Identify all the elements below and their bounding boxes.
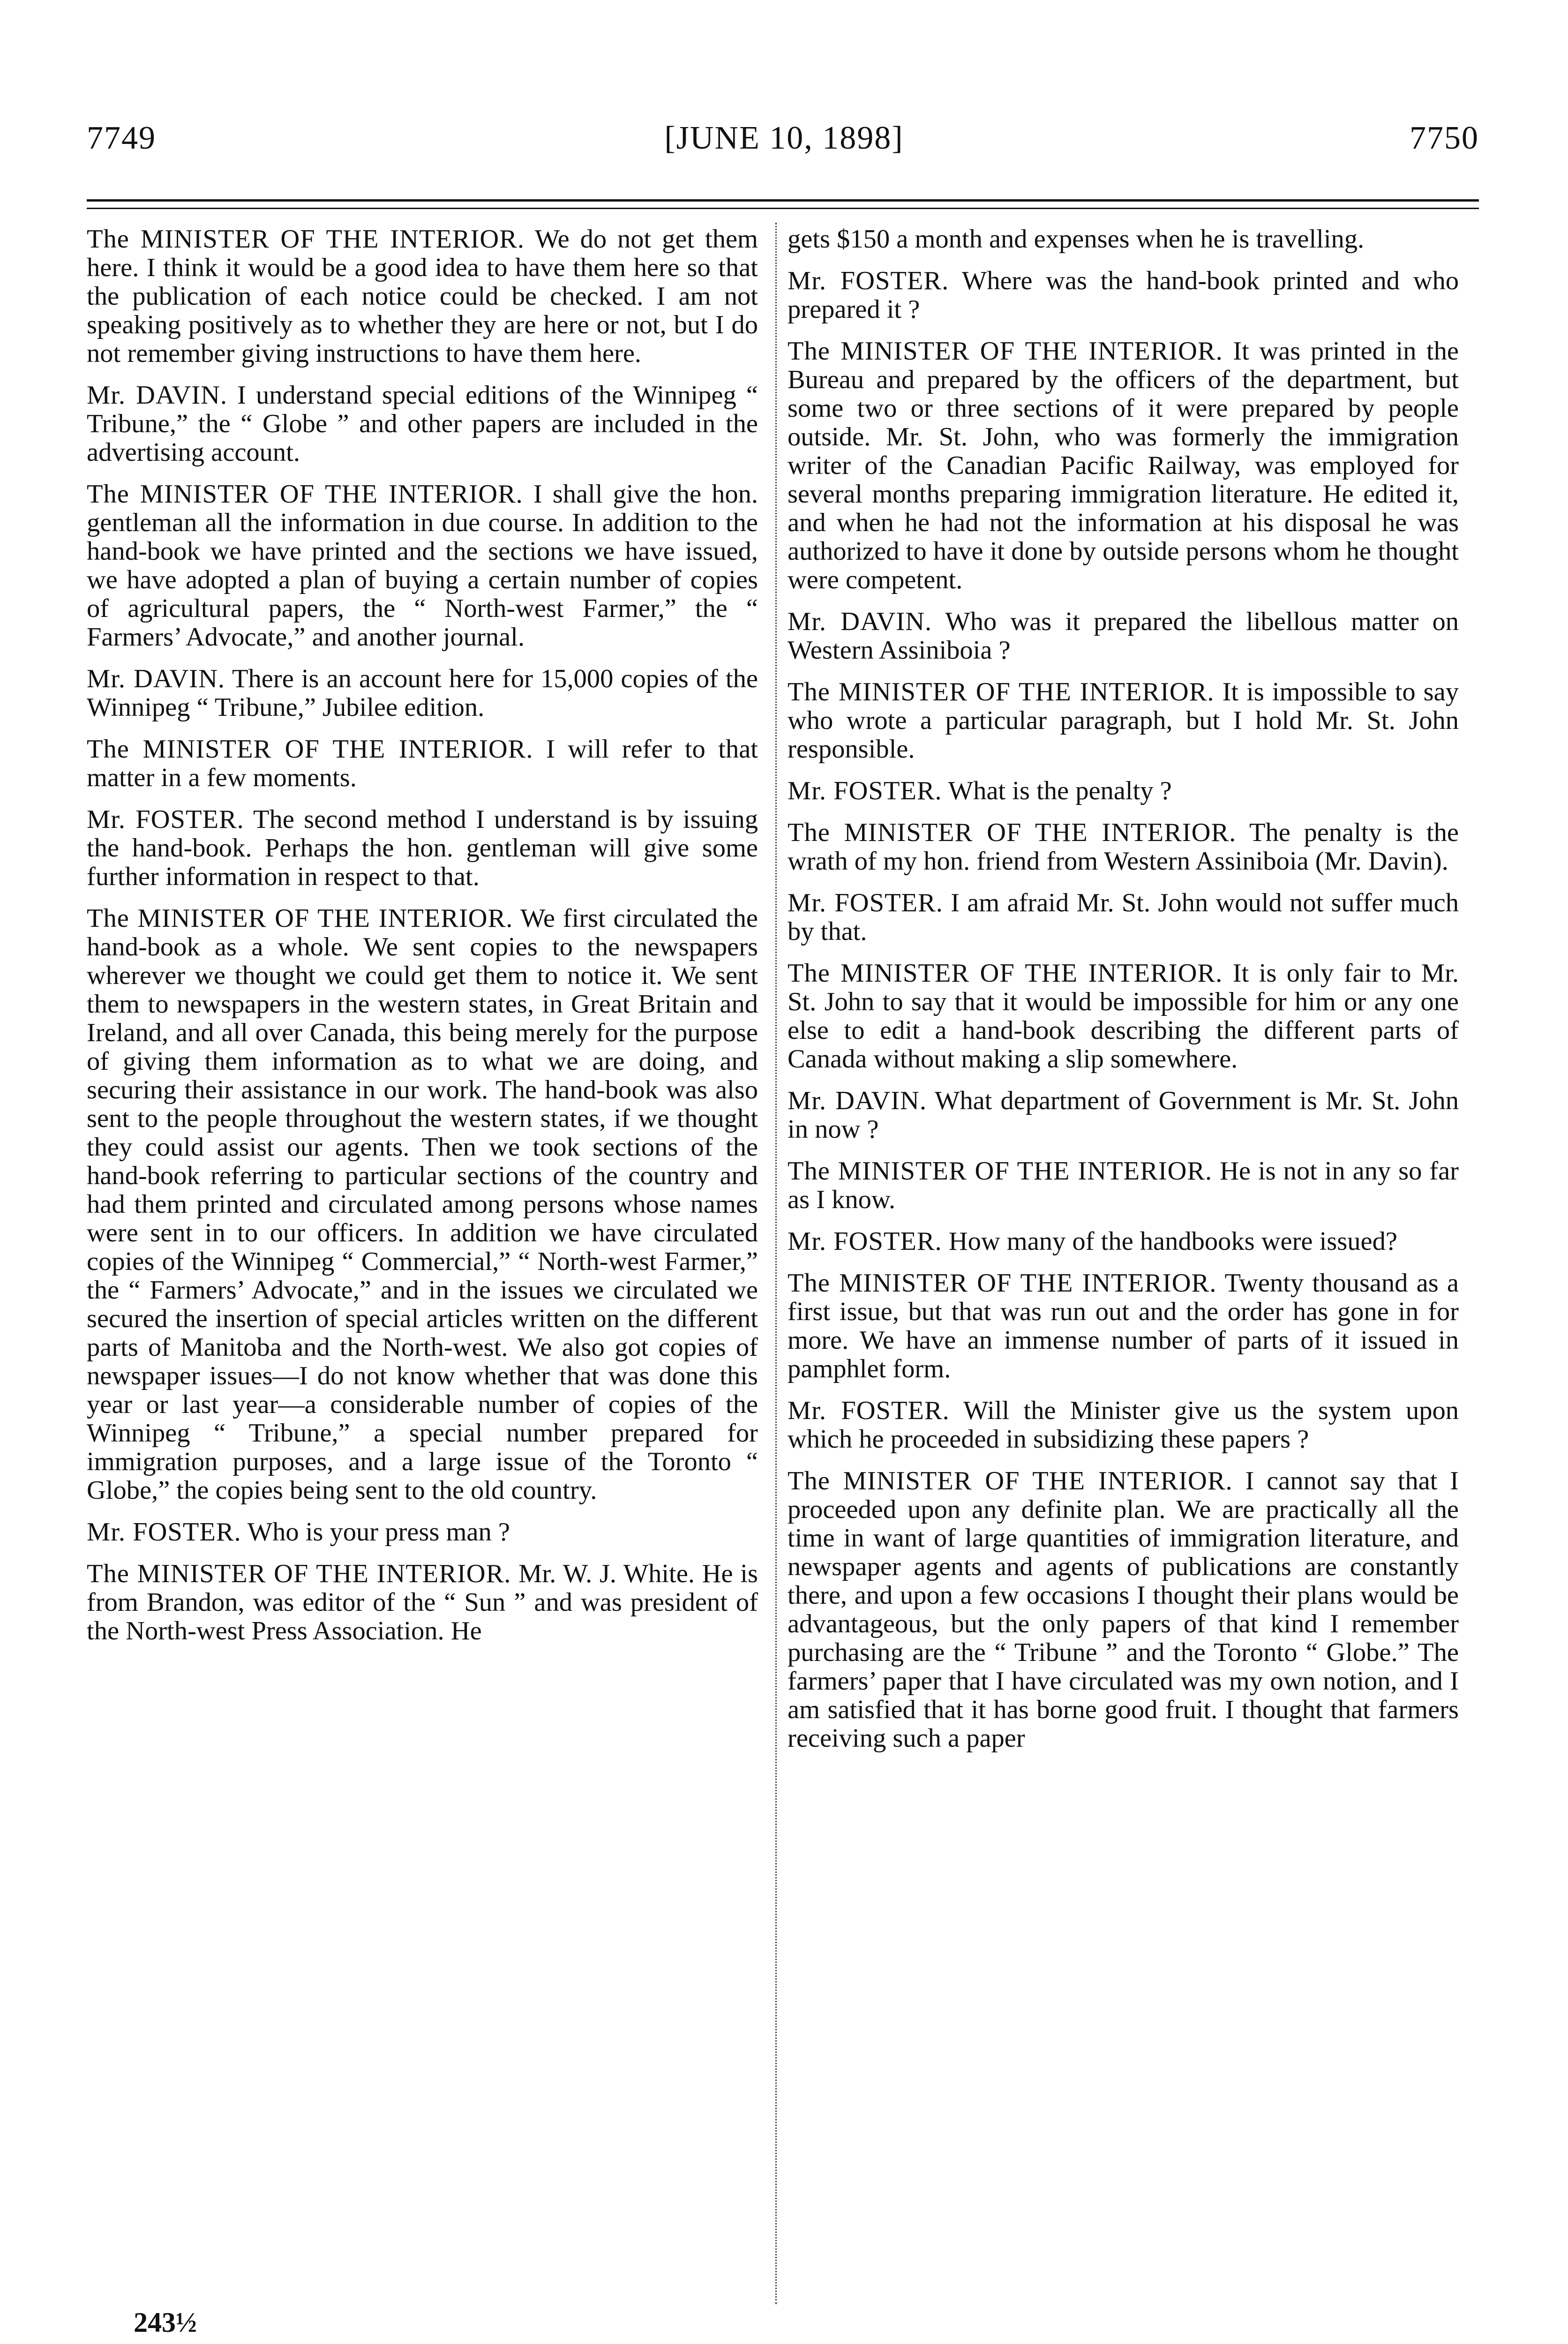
speech-text: We first circulated the hand-book as a whole. We sent copies to the newspapers wherever we thought we could get them to notice it. We sent them to newspapers in the western states, in Great Britain and Ireland, and all over Canada, this being merely for the purpose of giving them information as to what we are doing, and securing their assistance in our work. The hand-book was also sent to the people throughout the western states, if we thought they could assist our agents. Then we took sections of the hand-book referring to particular sections of the country and had them printed and circulated among persons whose names were sent in to our officers. In addition we have circulated copies of the Winnipeg “ Commercial,” “ North-west Farmer,” the “ Farmers’ Advocate,” and in the issues we circulated we secured the insertion of special articles written on the different parts of Manitoba and the North-west. We also got copies of newspaper issues—I do not know whether that was done this year or last year—a considerable number of copies of the Winnipeg “ Tribune,” a special number prepared for immigration purposes, and a large issue of the Toronto “ Globe,” the copies being sent to the old country. [87,904,758,1505]
speaker-name: Mr. FOSTER. [788,266,949,295]
right-page-number: 7750 [1410,120,1479,156]
right-column [788,225,1459,1766]
page-header [0,0,1568,197]
speaker-name: Mr. DAVIN. [87,381,228,410]
column-divider [775,223,777,2304]
speech-text: Twenty thousand as a first issue, but that was run out and the order has gone in for more. We have an immense number of parts of it issued in pamphlet form. [788,1269,1459,1383]
speaker-name: Mr. FOSTER. [788,776,942,805]
speaker-name: The MINISTER OF THE INTERIOR. [87,1559,511,1588]
paragraph [788,777,1459,805]
left-column [87,225,758,1659]
speaker-name: Mr. FOSTER. [788,1396,950,1425]
speaker-name: Mr. FOSTER. [87,1518,241,1547]
paragraph [788,819,1459,876]
speaker-name: Mr. FOSTER. [87,805,244,834]
paragraph [87,225,758,368]
paragraph [87,904,758,1505]
speech-text: Where was the hand-book printed and who prepared it ? [788,266,1459,324]
paragraph [788,1467,1459,1753]
speech-text: How many of the handbooks were issued? [942,1227,1397,1256]
paragraph [788,1269,1459,1383]
left-page-number: 7749 [87,120,156,156]
paragraph [788,267,1459,324]
speech-text: I understand special editions of the Winnipeg “ Tribune,” the “ Globe ” and other papers are included in the advertising account. [87,381,758,467]
speech-text: Who was it prepared the libellous matter on Western Assiniboia ? [788,607,1459,665]
paragraph [87,1560,758,1645]
paragraph [788,678,1459,764]
paragraph [788,959,1459,1074]
speaker-name: Mr. DAVIN. [788,1086,927,1115]
paragraph [788,337,1459,594]
speaker-name: Mr. DAVIN. [87,664,225,693]
speaker-name: The MINISTER OF THE INTERIOR. [87,904,513,933]
speaker-name: The MINISTER OF THE INTERIOR. [788,337,1223,366]
paragraph [87,805,758,891]
paragraph [788,608,1459,665]
speaker-name: The MINISTER OF THE INTERIOR. [788,1157,1213,1186]
speech-text: What department of Government is Mr. St. John in now ? [788,1086,1459,1144]
speech-text: The second method I understand is by issuing the hand-book. Perhaps the hon. gentleman will give some further information in respect to that. [87,805,758,891]
paragraph [87,1518,758,1547]
speaker-name: Mr. DAVIN. [788,607,932,636]
speaker-name: The MINISTER OF THE INTERIOR. [87,735,533,764]
paragraph [87,665,758,722]
speaker-name: The MINISTER OF THE INTERIOR. [87,480,523,509]
speech-text: What is the penalty ? [942,776,1172,805]
signature-mark: 243½ [134,2307,197,2338]
paragraph [788,1157,1459,1214]
speaker-name: The MINISTER OF THE INTERIOR. [788,818,1237,847]
paragraph [788,889,1459,946]
speaker-name: The MINISTER OF THE INTERIOR. [788,1466,1233,1495]
paragraph [87,735,758,792]
paragraph [87,480,758,652]
speech-text: The penalty is the wrath of my hon. friend from Western Assiniboia (Mr. Davin). [788,818,1459,876]
speaker-name: The MINISTER OF THE INTERIOR. [788,1269,1217,1298]
speaker-name: The MINISTER OF THE INTERIOR. [788,959,1223,988]
header-rule-top [87,199,1479,202]
speaker-name: The MINISTER OF THE INTERIOR. [788,677,1215,706]
speech-text: I cannot say that I proceeded upon any definite plan. We are practically all the time in want of large quantities of immigration literature, and newspaper agents and agents of publications are constantly there, and upon a few occasions I thought their plans would be advantageous, but the only papers of that kind I remember purchasing are the “ Tribune ” and the Toronto “ Globe.” The farmers’ paper that I have circulated was my own notion, and I am satisfied that it has borne good fruit. I thought that farmers receiving such a paper [788,1466,1459,1753]
speaker-name: Mr. FOSTER. [788,1227,942,1256]
speech-text: Will the Minister give us the system upon which he proceeded in subsidizing these papers ? [788,1396,1459,1454]
speech-text: It is impossible to say who wrote a particular paragraph, but I hold Mr. St. John responsible. [788,677,1459,764]
speaker-name: Mr. FOSTER. [788,888,943,917]
speech-text: He is not in any so far as I know. [788,1157,1459,1214]
speech-text: Who is your press man ? [241,1518,510,1547]
speech-text: It is only fair to Mr. St. John to say that it would be impossible for him or any one else to edit a hand-book describing the different parts of Canada without making a slip somewhere. [788,959,1459,1074]
speech-text: I shall give the hon. gentleman all the information in due course. In addition to the hand-book we have printed and the sections we have issued, we have adopted a plan of buying a certain number of copies of agricultural papers, the “ North-west Farmer,” the “ Farmers’ Advocate,” and another journal. [87,480,758,652]
speech-text: I am afraid Mr. St. John would not suffer much by that. [788,888,1459,946]
speech-text: It was printed in the Bureau and prepared by the officers of the department, but some two or three sections of it were prepared by people outside. Mr. St. John, who was formerly the immigration writer of the Canadian Pacific Railway, was employed for several months preparing immigration literature. He edited it, and when he had not the information at his disposal he was authorized to have it done by outside persons whom he thought were competent. [788,337,1459,594]
speaker-name: The MINISTER OF THE INTERIOR. [87,225,525,254]
speech-text: There is an account here for 15,000 copies of the Winnipeg “ Tribune,” Jubilee edition. [87,664,758,722]
paragraph [788,1087,1459,1144]
paragraph [788,1227,1459,1256]
speech-text: gets $150 a month and expenses when he is travelling. [788,225,1365,254]
speech-text: I will refer to that matter in a few moments. [87,735,758,792]
paragraph [788,225,1459,254]
speech-text: We do not get them here. I think it would be a good idea to have them here so that the publication of each notice could be checked. I am not speaking positively as to whether they are here or not, but I do not remember giving instructions to have them here. [87,225,758,368]
paragraph [87,381,758,467]
page-date: [JUNE 10, 1898] [664,120,904,156]
header-rule-bottom [87,208,1479,209]
paragraph [788,1397,1459,1454]
speech-text: Mr. W. J. White. He is from Brandon, was editor of the “ Sun ” and was president of the North-west Press Association. He [87,1559,758,1645]
